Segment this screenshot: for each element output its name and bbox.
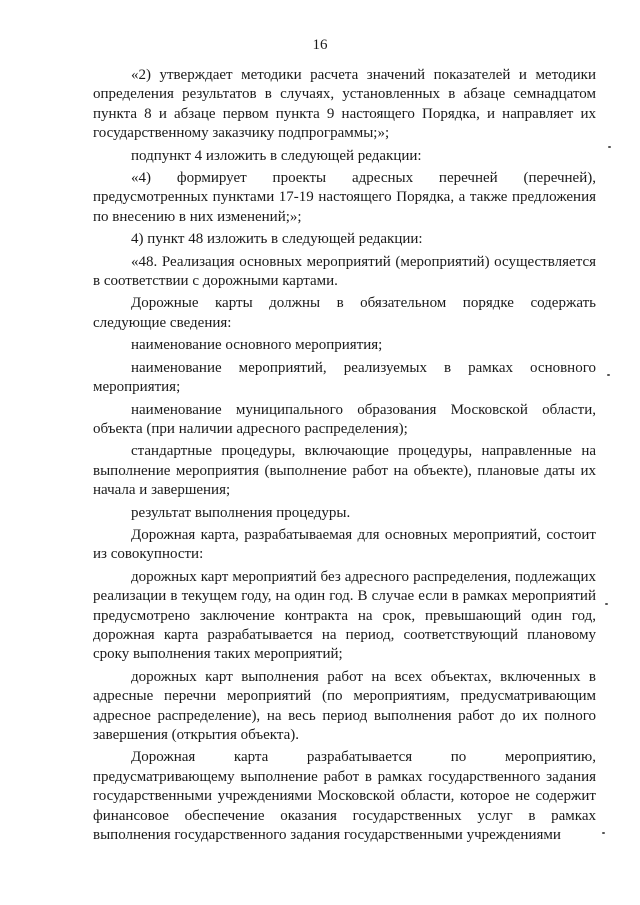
paragraph-8: наименование мероприятий, реализуемых в рамках основного мероприятия; xyxy=(93,359,596,396)
paragraph-15: Дорожная карта разрабатывается по мероприятию, предусматривающему выполнение работ в рамках государственного задания государственными учреждениями Московской области, которое не содержит финансовое обеспечение оказания государственных услуг в рамках выполнения государственного задания государственными учреждениями xyxy=(93,749,596,844)
scan-speck xyxy=(602,832,605,834)
paragraph-7: наименование основного мероприятия; xyxy=(131,337,383,354)
paragraph-2: подпункт 4 изложить в следующей редакции: xyxy=(131,147,422,164)
paragraph-12: Дорожная карта, разрабатываемая для основных мероприятий, состоит из совокупности: xyxy=(93,526,596,563)
paragraph-13: дорожных карт мероприятий без адресного распределения, подлежащих реализации в текущем году, на один год. В случае если в рамках мероприятий предусмотрено заключение контракта на срок, превышающий один год, дорожная карта разрабатывается на период, соответствующий плановому сроку выполнения таких мероприятий; xyxy=(93,568,596,663)
paragraph-11: результат выполнения процедуры. xyxy=(131,504,351,521)
paragraph-6: Дорожные карты должны в обязательном порядке содержать следующие сведения: xyxy=(93,295,596,331)
paragraph-3: «4) формирует проекты адресных перечней (перечней), предусмотренных пунктами 17-19 настоящего Порядка, а также предложения по внесению в них изменений;»; xyxy=(93,170,596,225)
scan-speck xyxy=(608,146,611,148)
paragraph-1: «2) утверждает методики расчета значений показателей и методики определения результатов в случаях, установленных в абзаце семнадцатом пункта 8 и абзаце первом пункта 9 настоящего Порядка, и направляет их государственному заказчику подпрограммы;»; xyxy=(93,67,596,142)
paragraph-5: «48. Реализация основных мероприятий (мероприятий) осуществляется в соответствии с дорожными картами. xyxy=(93,253,596,290)
scan-speck xyxy=(607,374,610,376)
document-body xyxy=(93,66,596,845)
paragraph-14: дорожных карт выполнения работ на всех объектах, включенных в адресные перечни мероприятий (по мероприятиям, предусматривающим адресное распределение), на весь период выполнения работ до их полного завершения (открытия объекта). xyxy=(93,668,596,743)
paragraph-4: 4) пункт 48 изложить в следующей редакции: xyxy=(131,231,423,248)
scan-speck xyxy=(605,603,608,605)
paragraph-9: наименование муниципального образования Московской области, объекта (при наличии адресного распределения); xyxy=(93,401,596,437)
paragraph-10: стандартные процедуры, включающие процедуры, направленные на выполнение мероприятия (выполнение работ на объекте), плановые даты их начала и завершения; xyxy=(93,443,596,499)
page-number: 16 xyxy=(312,37,328,53)
